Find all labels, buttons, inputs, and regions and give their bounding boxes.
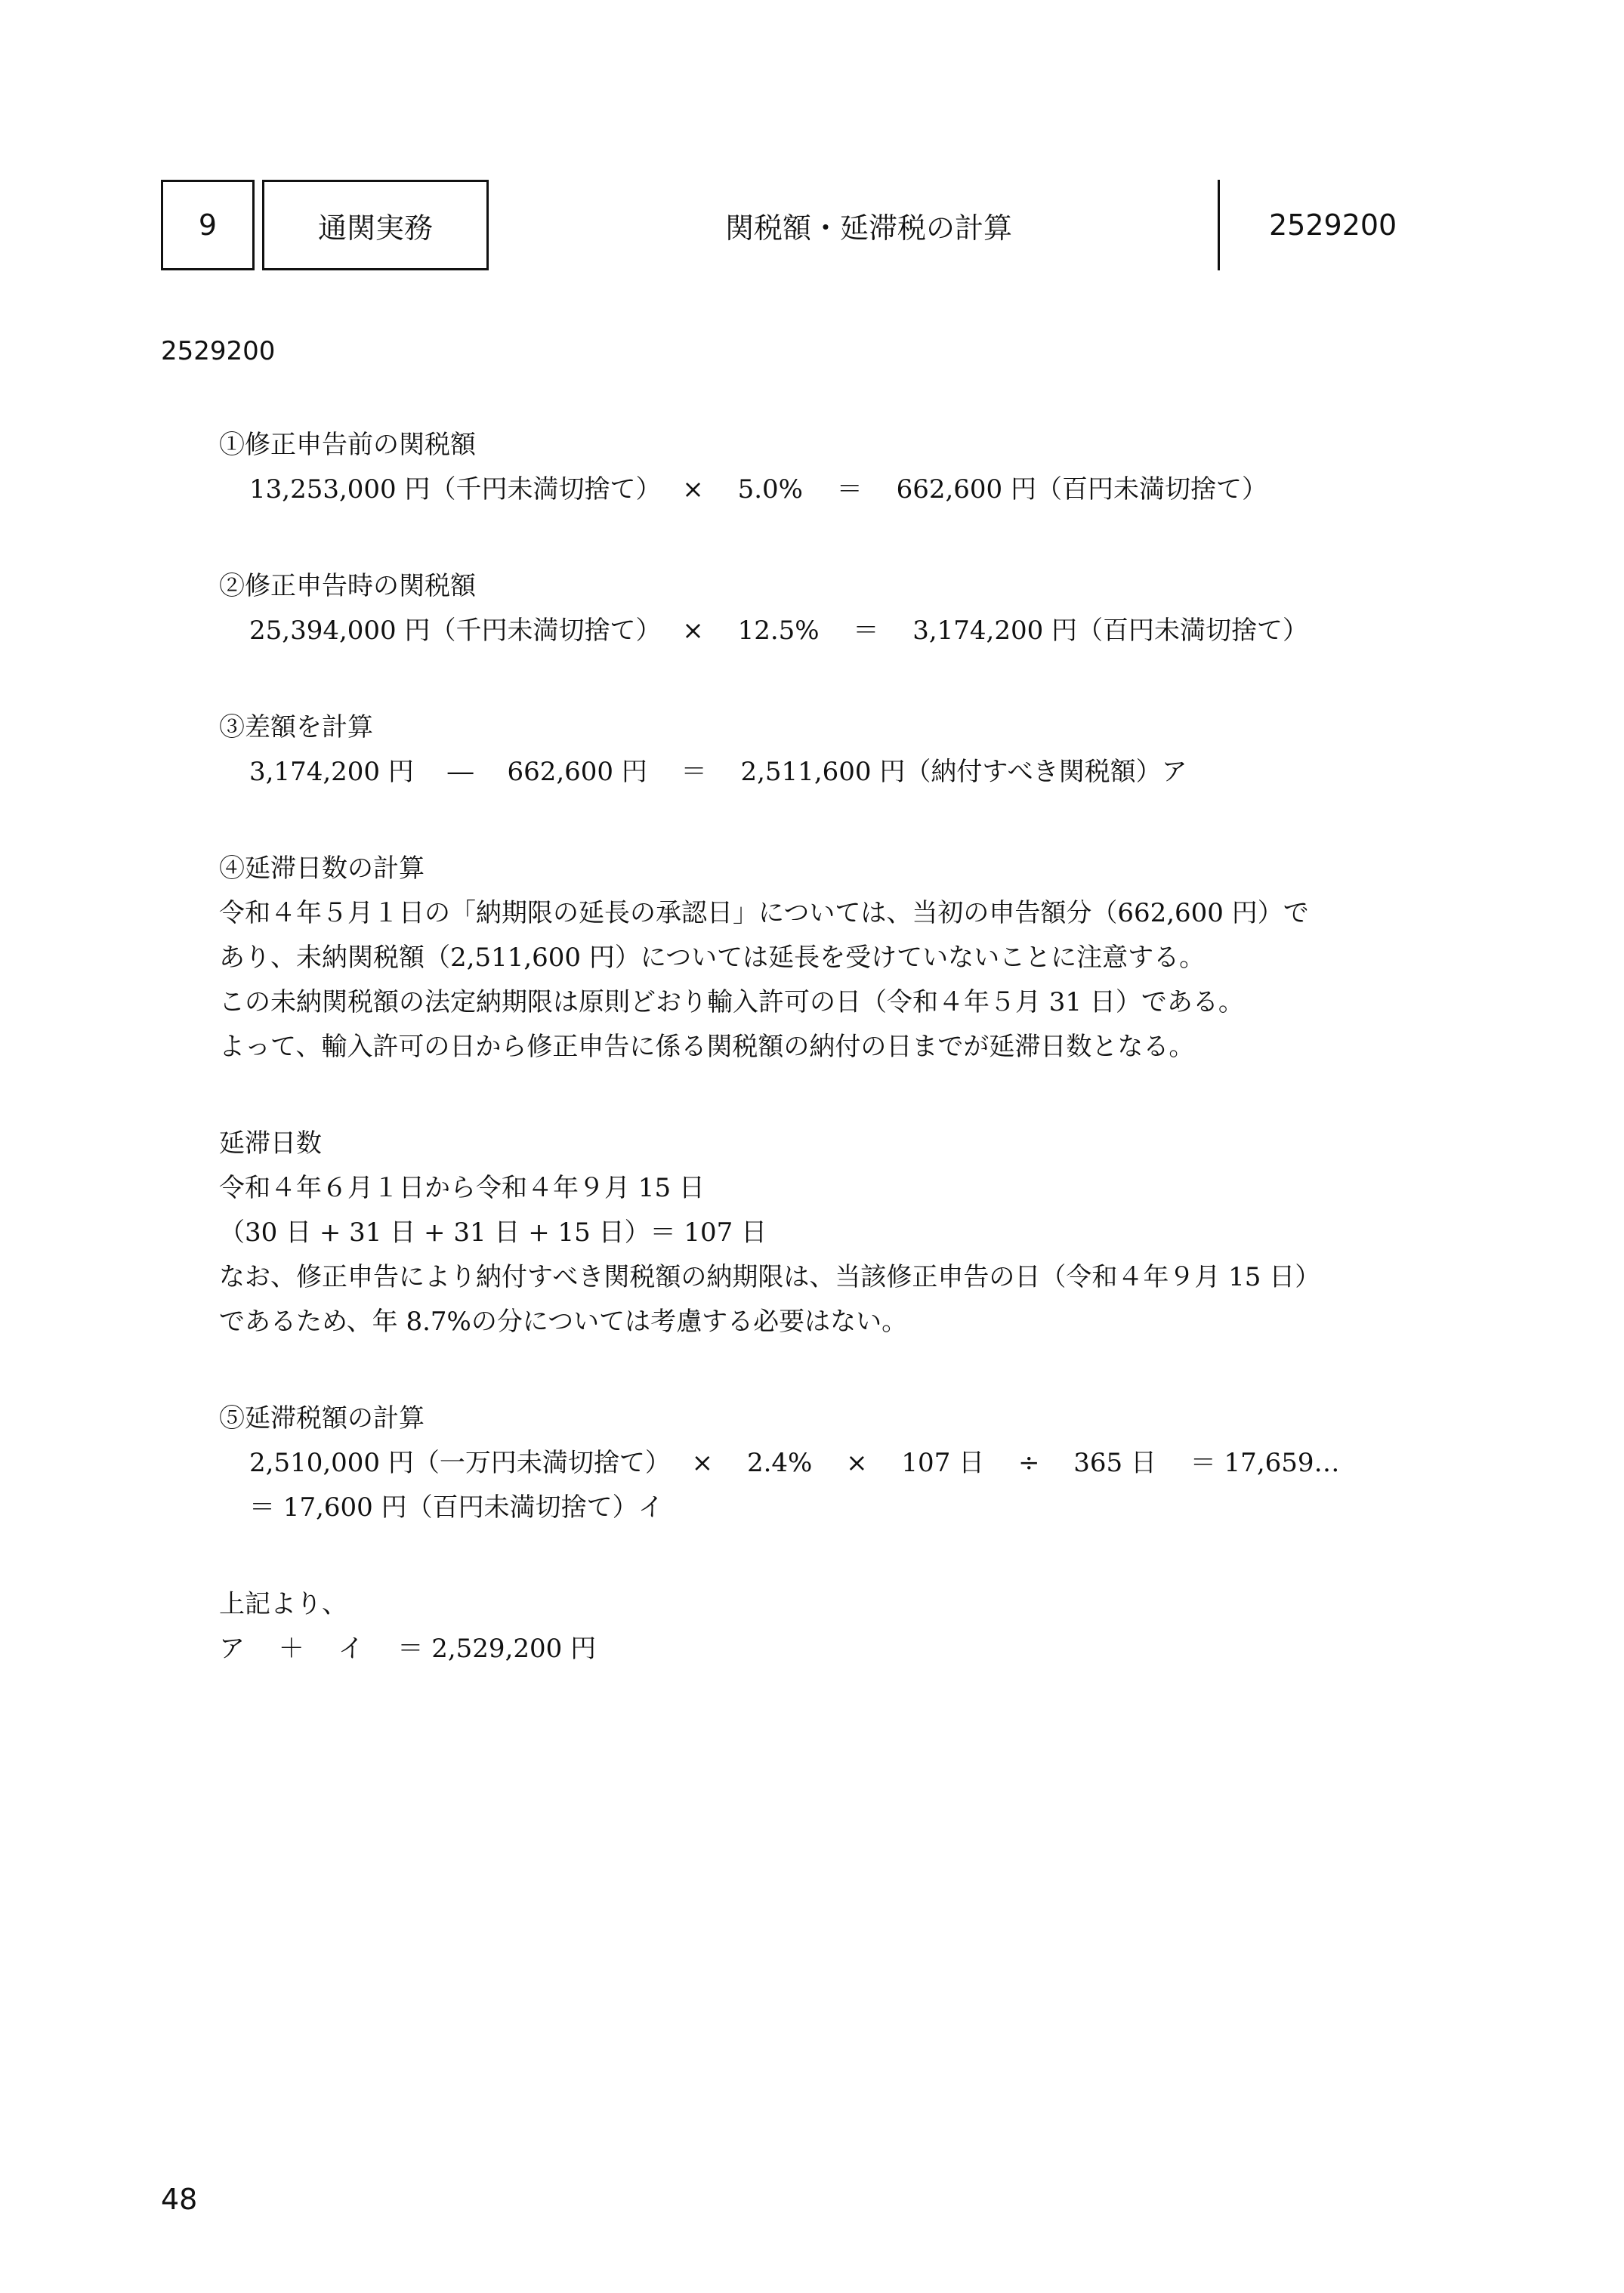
header-divider — [1218, 180, 1220, 270]
header-answer: 2529200 — [1269, 208, 1397, 242]
section5-heading: ⑤延滞税額の計算 — [219, 1403, 425, 1434]
days-heading: 延滞日数 — [219, 1128, 322, 1159]
section4-line: あり、未納関税額（2,511,600 円）については延長を受けていないことに注意する。 — [219, 943, 1206, 973]
section4-line: 令和４年５月１日の「納期限の延長の承認日」については、当初の申告額分（662,600 円）で — [219, 898, 1309, 928]
question-number: 9 — [198, 208, 218, 242]
subject-box — [262, 180, 489, 270]
section3-heading: ③差額を計算 — [219, 712, 373, 742]
page-number: 48 — [161, 2183, 198, 2216]
answer-label: 2529200 — [161, 336, 276, 366]
section4-line: よって、輸入許可の日から修正申告に係る関税額の納付の日までが延滞日数となる。 — [219, 1032, 1195, 1062]
days-line: であるため、年 8.7%の分については考慮する必要はない。 — [219, 1307, 908, 1337]
conclusion-intro: 上記より、 — [219, 1589, 347, 1619]
section5-calc: 2,510,000 円（一万円未満切捨て） × 2.4% × 107 日 ÷ 365 日 ＝ 17,659… — [249, 1448, 1340, 1478]
section1-heading: ①修正申告前の関税額 — [219, 430, 476, 460]
section2-heading: ②修正申告時の関税額 — [219, 571, 476, 601]
section4-line: この未納関税額の法定納期限は原則どおり輸入許可の日（令和４年５月 31 日）である。 — [219, 987, 1244, 1017]
days-line: 令和４年６月１日から令和４年９月 15 日 — [219, 1173, 705, 1203]
section5-result: ＝ 17,600 円（百円未満切捨て）イ — [249, 1492, 664, 1523]
days-line: なお、修正申告により納付すべき関税額の納期限は、当該修正申告の日（令和４年９月 15 日） — [219, 1262, 1321, 1292]
conclusion-total: ア ＋ イ ＝ 2,529,200 円 — [219, 1634, 597, 1664]
subject-label: 通関実務 — [317, 211, 433, 245]
section4-heading: ④延滞日数の計算 — [219, 853, 425, 884]
section1-calc: 13,253,000 円（千円未満切捨て） × 5.0% ＝ 662,600 円（百円未満切捨て） — [249, 474, 1267, 505]
question-number-box — [161, 180, 255, 270]
section3-calc: 3,174,200 円 ― 662,600 円 ＝ 2,511,600 円（納付すべき関税額）ア — [249, 757, 1187, 787]
page-title: 関税額・延滞税の計算 — [724, 211, 1012, 245]
section2-calc: 25,394,000 円（千円未満切捨て） × 12.5% ＝ 3,174,200 円（百円未満切捨て） — [249, 616, 1309, 646]
solution-body — [219, 423, 1443, 1671]
days-line: （30 日 + 31 日 + 31 日 + 15 日）＝ 107 日 — [219, 1217, 767, 1248]
